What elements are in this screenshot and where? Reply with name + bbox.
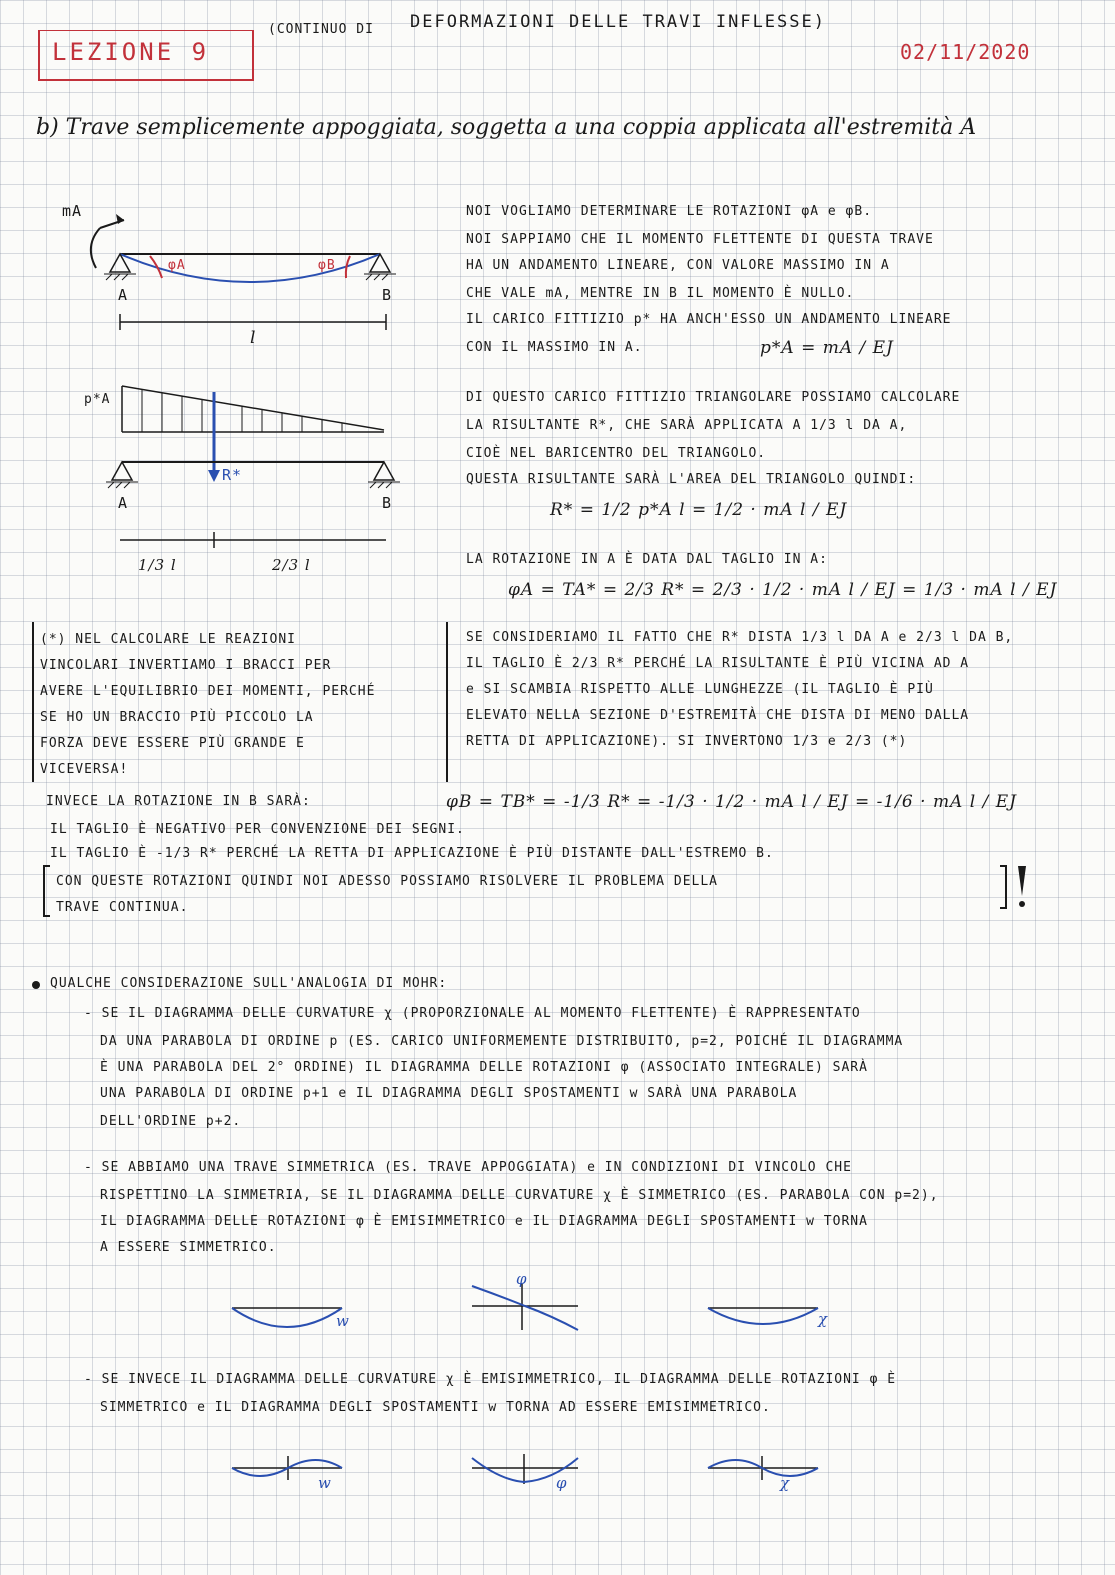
- note-line-4: SE HO UN BRACCIO PIÙ PICCOLO LA: [40, 710, 314, 725]
- note-line-5: FORZA DEVE ESSERE PIÙ GRANDE E: [40, 736, 305, 751]
- mohr-p3-line-2: SIMMETRICO e IL DIAGRAMMA DEGLI SPOSTAMENTI w TORNA AD ESSERE EMISIMMETRICO.: [100, 1400, 771, 1415]
- paragraph-line-6: CON IL MASSIMO IN A.: [466, 340, 643, 355]
- label-resultant: R*: [222, 466, 243, 484]
- page-date: 02/11/2020: [900, 40, 1031, 64]
- formula-r: R* = 1/2 p*A l = 1/2 · mA l / EJ: [550, 500, 848, 520]
- mohr-intro: QUALCHE CONSIDERAZIONE SULL'ANALOGIA DI MOHR:: [50, 976, 448, 991]
- moment-arrow: [91, 228, 100, 268]
- note-line-1: (*) NEL CALCOLARE LE REAZIONI: [40, 632, 296, 647]
- sketch-label-phi: φ: [516, 1270, 528, 1288]
- sketch-label-w: w: [336, 1312, 350, 1330]
- taglio-line-4: ELEVATO NELLA SEZIONE D'ESTREMITÀ CHE DISTA DI MENO DALLA: [466, 708, 970, 723]
- beam-diagram-2: [106, 386, 400, 548]
- label-support-a-2: A: [118, 494, 129, 512]
- paragraph-line-4: CHE VALE mA, MENTRE IN B IL MOMENTO È NULLO.: [466, 286, 855, 301]
- formula-p-a: p*A = mA / EJ: [760, 338, 894, 358]
- mohr-p2-line-1: - SE ABBIAMO UNA TRAVE SIMMETRICA (ES. TRAVE APPOGGIATA) e IN CONDIZIONI DI VINCOLO CHE: [84, 1160, 852, 1175]
- conclusion-line-1: CON QUESTE ROTAZIONI QUINDI NOI ADESSO POSSIAMO RISOLVERE IL PROBLEMA DELLA: [56, 874, 718, 889]
- mohr-p3-line-1: - SE INVECE IL DIAGRAMMA DELLE CURVATURE χ È EMISIMMETRICO, IL DIAGRAMMA DELLE ROTAZIONI φ È: [84, 1372, 897, 1387]
- paragraph-line-1: NOI VOGLIAMO DETERMINARE LE ROTAZIONI φA e φB.: [466, 204, 873, 219]
- mohr-p1-line-2: DA UNA PARABOLA DI ORDINE p (ES. CARICO UNIFORMEMENTE DISTRIBUITO, p=2, POICHÉ IL DIAGRAMMA: [100, 1034, 904, 1049]
- resultant-line-3: CIOÈ NEL BARICENTRO DEL TRIANGOLO.: [466, 446, 767, 461]
- label-phi-a: φA: [168, 258, 186, 273]
- resultant-line-2: LA RISULTANTE R*, CHE SARÀ APPLICATA A 1/3 l DA A,: [466, 418, 908, 433]
- note-line-2: VINCOLARI INVERTIAMO I BRACCI PER: [40, 658, 332, 673]
- page-title: DEFORMAZIONI DELLE TRAVI INFLESSE): [410, 12, 826, 32]
- mohr-p1-line-4: UNA PARABOLA DI ORDINE p+1 e IL DIAGRAMMA DEGLI SPOSTAMENTI w SARÀ UNA PARABOLA: [100, 1086, 798, 1101]
- sketch-symmetric: [232, 1284, 818, 1330]
- mohr-p2-line-3: IL DIAGRAMMA DELLE ROTAZIONI φ È EMISIMMETRICO e IL DIAGRAMMA DEGLI SPOSTAMENTI w TORNA: [100, 1214, 868, 1229]
- resultant-line-1: DI QUESTO CARICO FITTIZIO TRIANGOLARE POSSIAMO CALCOLARE: [466, 390, 961, 405]
- conclusion-line-2: TRAVE CONTINUA.: [56, 900, 189, 915]
- label-phi-b: φB: [318, 258, 336, 273]
- beam-diagram-1: [91, 214, 396, 330]
- paragraph-line-2: NOI SAPPIAMO CHE IL MOMENTO FLETTENTE DI QUESTA TRAVE: [466, 232, 934, 247]
- mohr-p1-line-1: - SE IL DIAGRAMMA DELLE CURVATURE χ (PROPORZIONALE AL MOMENTO FLETTENTE) È RAPPRESENTATO: [84, 1006, 861, 1021]
- rotation-b-intro: INVECE LA ROTAZIONE IN B SARÀ:: [46, 794, 311, 809]
- paragraph-line-5: IL CARICO FITTIZIO p* HA ANCH'ESSO UN ANDAMENTO LINEARE: [466, 312, 952, 327]
- paragraph-line-3: HA UN ANDAMENTO LINEARE, CON VALORE MASSIMO IN A: [466, 258, 890, 273]
- label-moment: mA: [62, 202, 83, 220]
- resultant-line-4: QUESTA RISULTANTE SARÀ L'AREA DEL TRIANGOLO QUINDI:: [466, 472, 917, 487]
- mohr-p1-line-5: DELL'ORDINE p+2.: [100, 1114, 242, 1129]
- note-line-6: VICEVERSA!: [40, 762, 129, 777]
- section-heading: b) Trave semplicemente appoggiata, soggetta a una coppia applicata all'estremità A: [36, 115, 977, 140]
- sign-note-2: IL TAGLIO È -1/3 R* PERCHÉ LA RETTA DI APPLICAZIONE È PIÙ DISTANTE DALL'ESTREMO B.: [50, 846, 774, 861]
- formula-phi-a: φA = TA* = 2/3 R* = 2/3 · 1/2 · mA l / EJ = 1/3 · mA l / EJ: [508, 580, 1058, 600]
- deflection-curve: [120, 254, 380, 282]
- mohr-p2-line-4: A ESSERE SIMMETRICO.: [100, 1240, 277, 1255]
- sketch-label-phi-2: φ: [556, 1474, 568, 1492]
- label-support-b: B: [382, 286, 393, 304]
- load-arrows: [142, 390, 342, 432]
- bullet: [32, 981, 40, 989]
- formula-phi-b: φB = TB* = -1/3 R* = -1/3 · 1/2 · mA l / EJ = -1/6 · mA l / EJ: [446, 792, 1017, 812]
- taglio-line-2: IL TAGLIO È 2/3 R* PERCHÉ LA RISULTANTE È PIÙ VICINA AD A: [466, 656, 970, 671]
- taglio-line-5: RETTA DI APPLICAZIONE). SI INVERTONO 1/3 e 2/3 (*): [466, 734, 908, 749]
- sign-note: IL TAGLIO È NEGATIVO PER CONVENZIONE DEI SEGNI.: [50, 822, 465, 837]
- taglio-line-3: e SI SCAMBIA RISPETTO ALLE LUNGHEZZE (IL TAGLIO È PIÙ: [466, 682, 934, 697]
- label-two-thirds: 2/3 l: [272, 556, 311, 574]
- label-support-a: A: [118, 286, 129, 304]
- label-support-b-2: B: [382, 494, 393, 512]
- sketch-label-chi-2: χ: [780, 1474, 791, 1492]
- label-load: p*A: [84, 392, 111, 407]
- mohr-p1-line-3: È UNA PARABOLA DEL 2° ORDINE) IL DIAGRAMMA DELLE ROTAZIONI φ (ASSOCIATO INTEGRALE) SARÀ: [100, 1060, 868, 1075]
- lesson-label: LEZIONE 9: [52, 38, 210, 66]
- label-length: l: [250, 328, 257, 348]
- sketch-label-w-2: w: [318, 1474, 332, 1492]
- sketch-label-chi: χ: [818, 1310, 829, 1328]
- continue-note: (CONTINUO DI: [268, 22, 374, 37]
- mohr-p2-line-2: RISPETTINO LA SIMMETRIA, SE IL DIAGRAMMA DELLE CURVATURE χ È SIMMETRICO (ES. PARABOLA CON p=2),: [100, 1188, 939, 1203]
- label-one-third: 1/3 l: [138, 556, 177, 574]
- rotation-a-intro: LA ROTAZIONE IN A È DATA DAL TAGLIO IN A:: [466, 552, 828, 567]
- taglio-line-1: SE CONSIDERIAMO IL FATTO CHE R* DISTA 1/3 l DA A e 2/3 l DA B,: [466, 630, 1014, 645]
- note-line-3: AVERE L'EQUILIBRIO DEI MOMENTI, PERCHÉ: [40, 684, 376, 699]
